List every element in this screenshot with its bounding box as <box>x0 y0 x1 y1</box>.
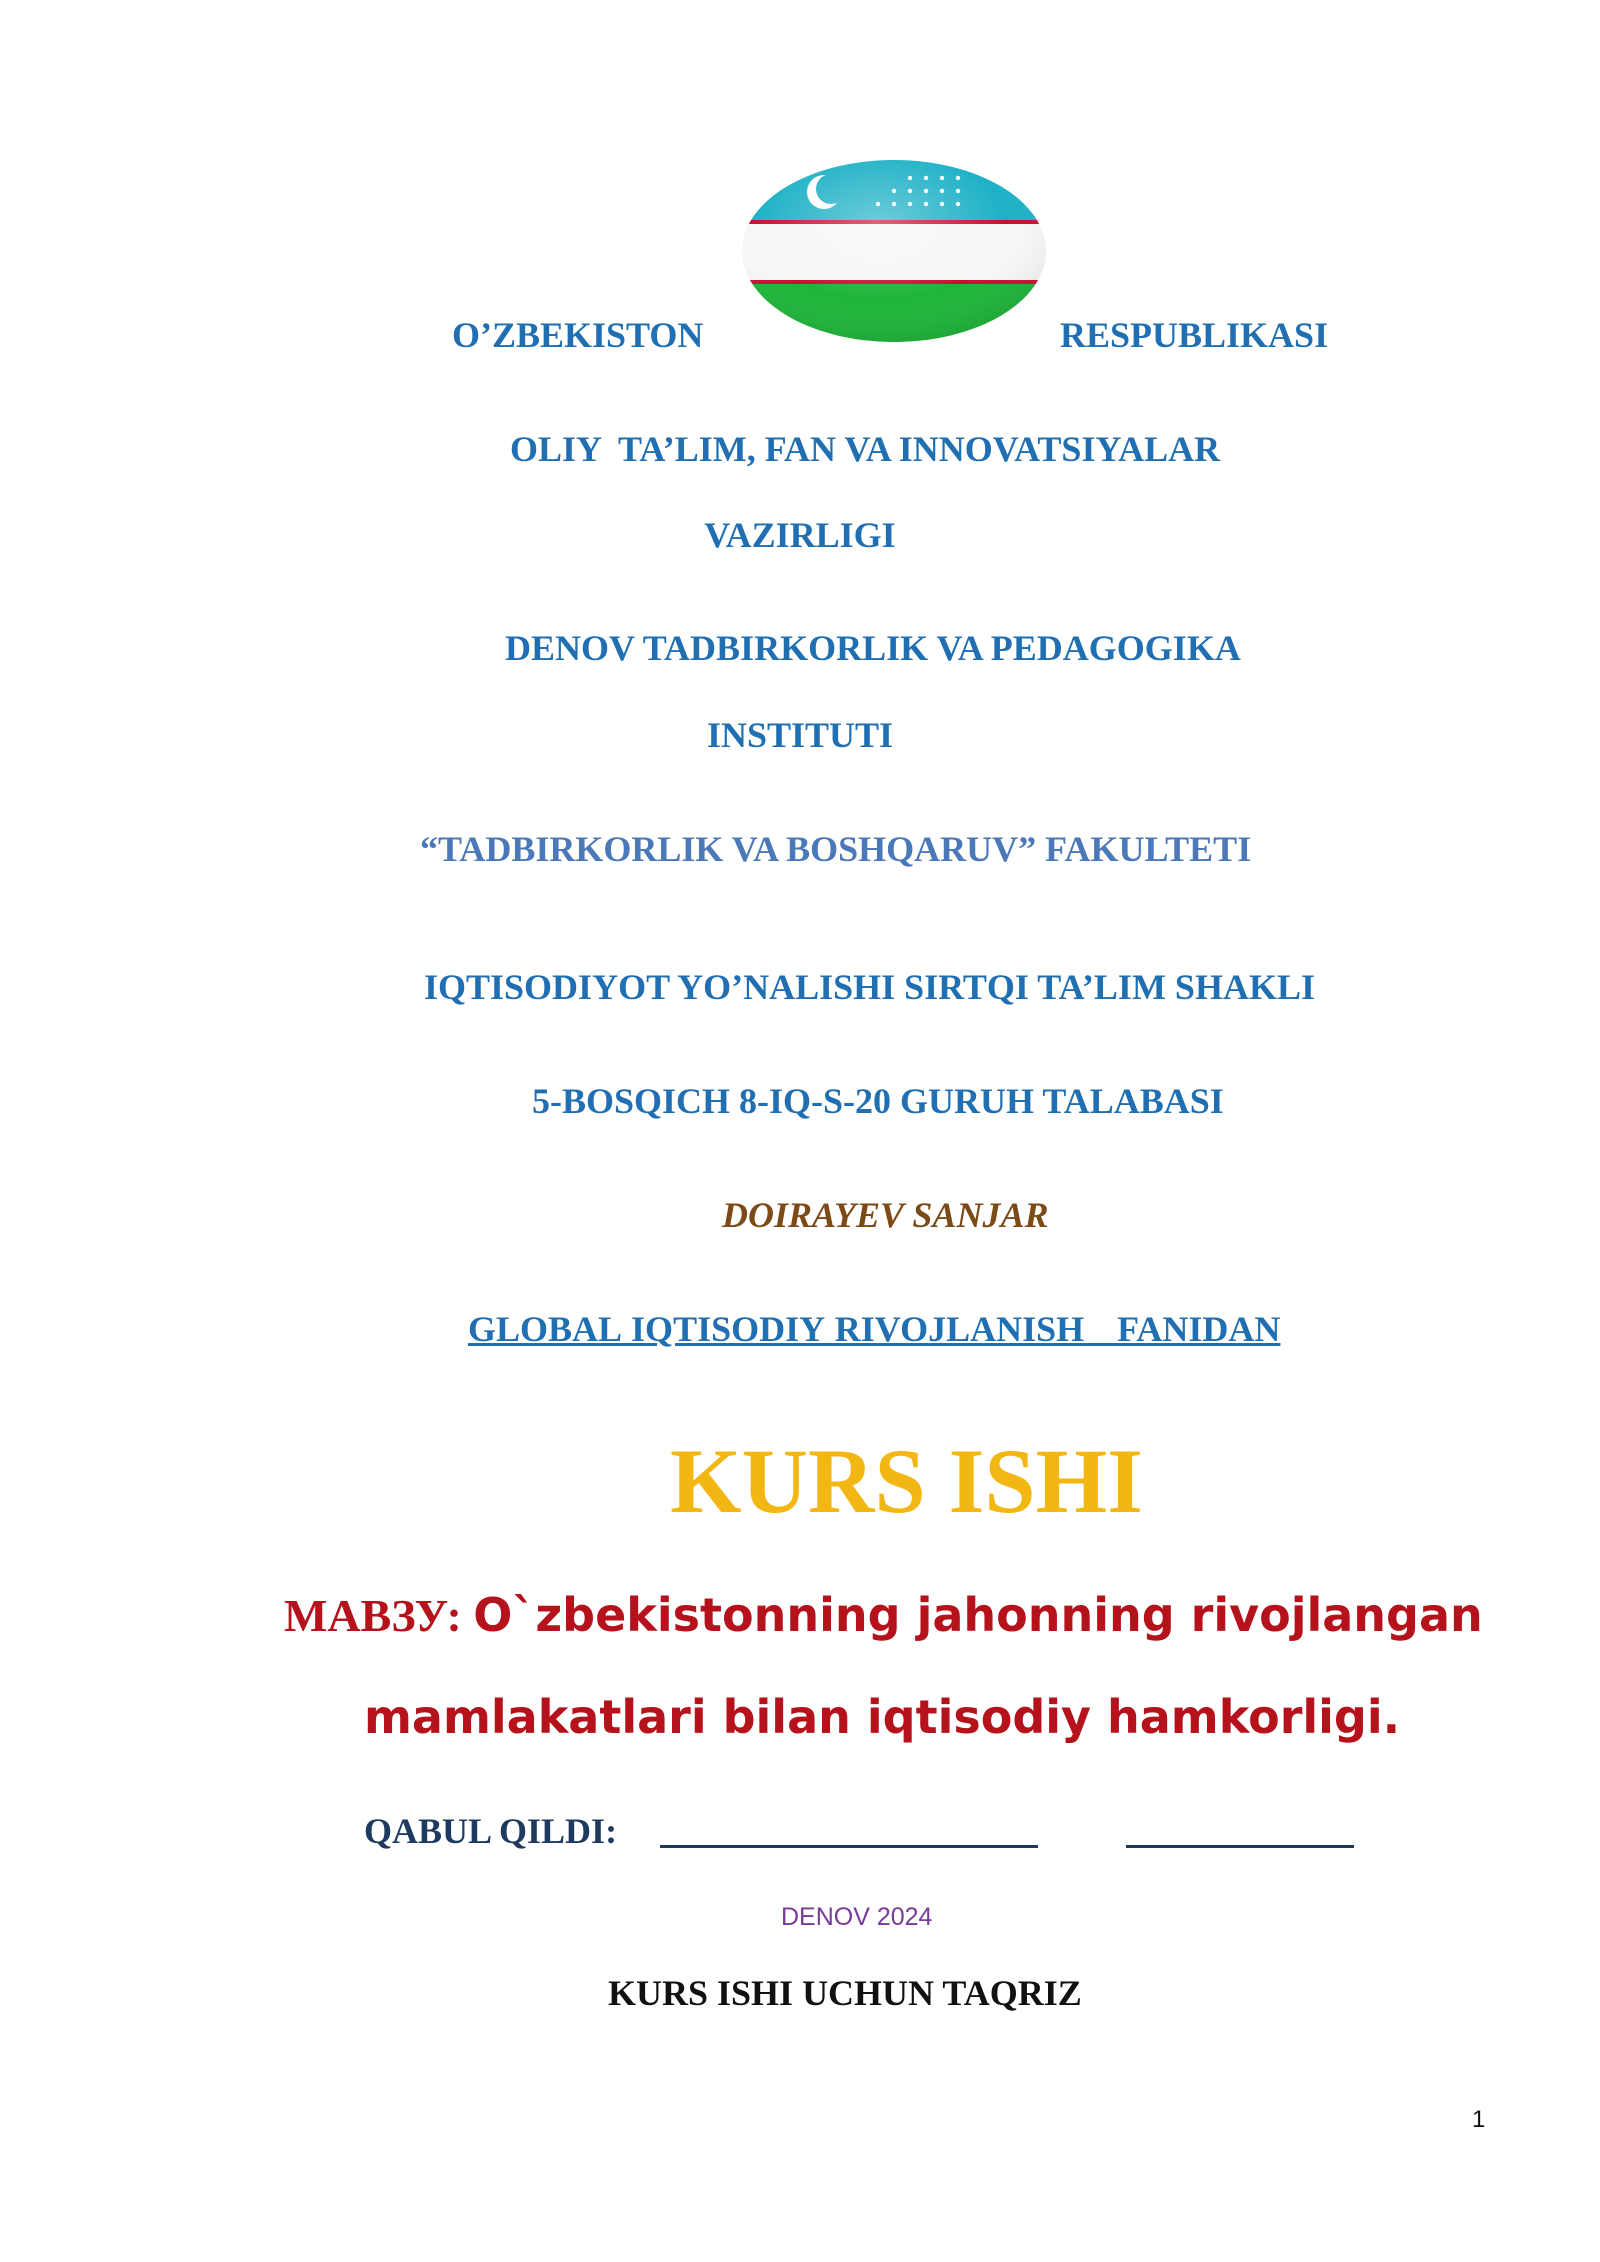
topic-label: МАВЗУ: <box>284 1590 474 1641</box>
signature-line-name <box>660 1845 1038 1848</box>
accepted-by-label: QABUL QILDI: <box>364 1811 618 1851</box>
place-year: DENOV 2024 <box>781 1903 933 1931</box>
ministry-line-2: VAZIRLIGI <box>704 515 896 555</box>
study-direction: IQTISODIYOT YO’NALISHI SIRTQI TA’LIM SHAKLI <box>424 967 1315 1007</box>
ministry-line-1: OLIY TA’LIM, FAN VA INNOVATSIYALAR <box>510 429 1221 469</box>
country-name-left: O’ZBEKISTON <box>452 315 704 355</box>
topic-text-1: O`zbekistonning jahonning rivojlangan <box>473 1588 1483 1642</box>
faculty-name: “TADBIRKORLIK VA BOSHQARUV” FAKULTETI <box>420 829 1252 869</box>
topic-line-2 <box>364 1690 1400 1744</box>
subject-name: GLOBAL IQTISODIY RIVOJLANISH FANIDAN <box>468 1309 1281 1349</box>
page-number: 1 <box>1472 2106 1486 2133</box>
review-title: KURS ISHI UCHUN TAQRIZ <box>608 1973 1082 2013</box>
student-name: DOIRAYEV SANJAR <box>722 1195 1049 1235</box>
institute-line-1: DENOV TADBIRKORLIK VA PEDAGOGIKA <box>505 628 1241 668</box>
student-group: 5-BOSQICH 8-IQ-S-20 GURUH TALABASI <box>532 1081 1224 1121</box>
topic-text-2: mamlakatlari bilan iqtisodiy hamkorligi. <box>364 1690 1401 1744</box>
work-title: KURS ISHI <box>670 1430 1143 1532</box>
uzbekistan-flag-icon <box>740 158 1048 344</box>
institute-line-2: INSTITUTI <box>706 715 894 755</box>
topic-line-1 <box>284 1588 1483 1642</box>
country-name-right: RESPUBLIKASI <box>1060 315 1329 355</box>
signature-line-sign <box>1126 1845 1354 1848</box>
